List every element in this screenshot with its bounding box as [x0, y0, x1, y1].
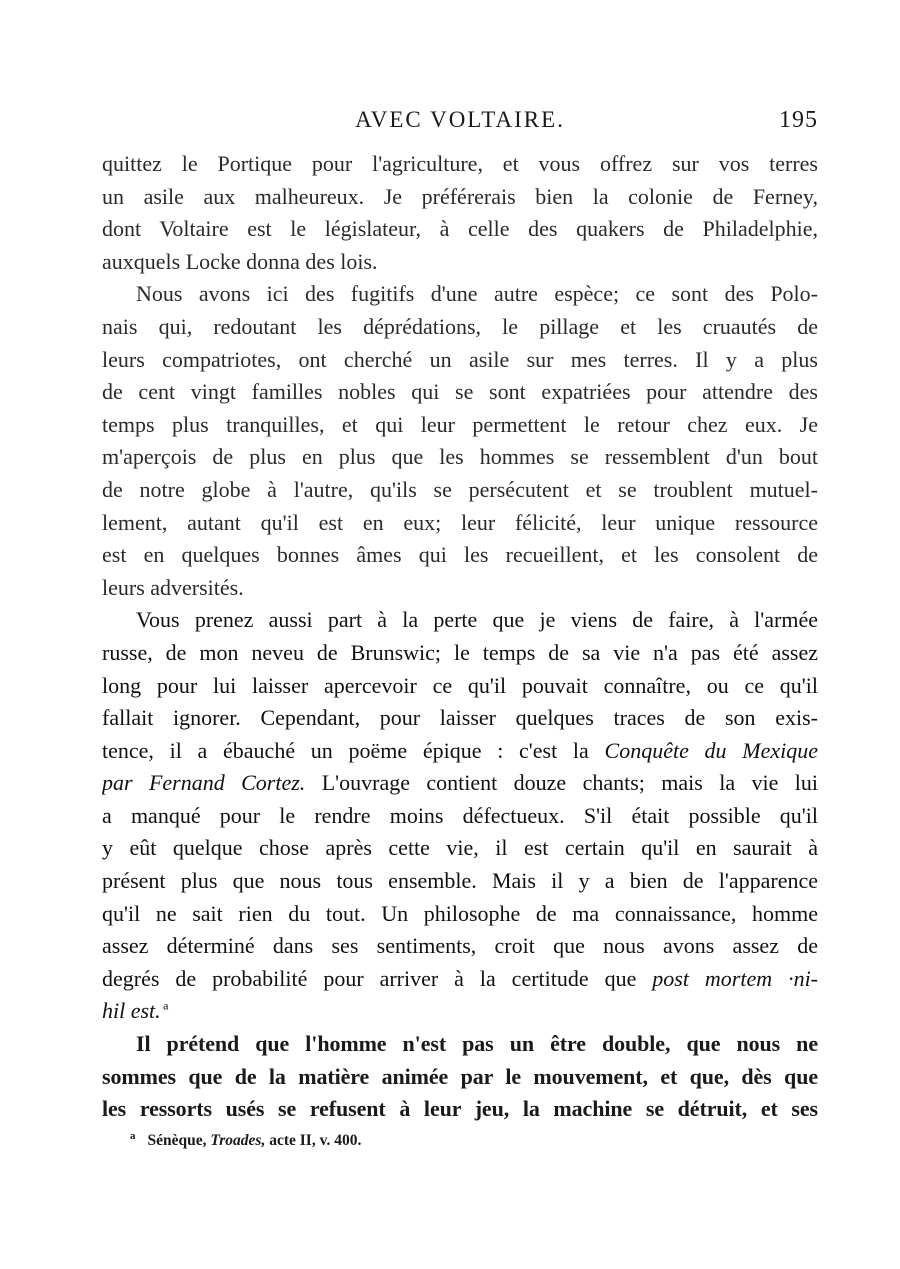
text-line [102, 963, 818, 996]
italic-quote: hil est. [102, 998, 161, 1024]
text-line: dont Voltaire est le législateur, à celle des quakers de Philadelphie, [102, 216, 818, 242]
text-line: russe, de mon neveu de Brunswic; le temps de sa vie n'a pas été assez [102, 639, 818, 665]
italic-title: par Fernand Cortez. [102, 770, 306, 796]
text-line: a manqué pour le rendre moins défectueux. S'il était possible qu'il [102, 802, 818, 828]
text-line: fallait ignorer. Cependant, pour laisser quelques traces de son exis- [102, 705, 818, 731]
running-title: AVEC VOLTAIRE. [355, 107, 565, 132]
text-line: nais qui, redoutant les déprédations, le pillage et les cruautés de [102, 313, 818, 339]
paragraph-4 [102, 1028, 818, 1126]
italic-quote: post mortem ·ni- [652, 965, 818, 991]
text-line: de cent vingt familles nobles qui se sont expatriées pour attendre des [102, 379, 818, 405]
text-run: tence, il a ébauché un poëme épique : c'est la [102, 737, 605, 763]
footnote-reference[interactable] [161, 999, 169, 1013]
text-line: sommes que de la matière animée par le mouvement, et que, dès que [102, 1063, 818, 1089]
footnote-mark: a [130, 1130, 136, 1142]
text-line: assez déterminé dans ses sentiments, croit que nous avons assez de [102, 933, 818, 959]
footnote-text: acte II, v. 400. [265, 1132, 362, 1150]
text-line: Il prétend que l'homme n'est pas un être double, que nous ne [136, 1031, 818, 1057]
text-line: les ressorts usés se refusent à leur jeu, la machine se détruit, et ses [102, 1096, 818, 1122]
text-line: Vous prenez aussi part à la perte que je viens de faire, à l'armée [136, 607, 818, 633]
text-line: quittez le Portique pour l'agriculture, et vous offrez sur vos terres [102, 151, 818, 176]
body-text [102, 148, 818, 1126]
running-head [100, 104, 820, 136]
footnote-reference-mark: a [163, 999, 169, 1014]
text-line: de notre globe à l'autre, qu'ils se persécutent et se troublent mutuel- [102, 476, 818, 502]
text-line: y eût quelque chose après cette vie, il est certain qu'il en saurait à [102, 835, 818, 861]
italic-title: Conquête du Mexique [604, 737, 818, 763]
text-line: leurs adversités. [102, 574, 244, 600]
text-line: auxquels Locke donna des lois. [102, 248, 378, 274]
text-line: lement, autant qu'il est en eux; leur félicité, leur unique ressource [102, 509, 818, 535]
text-line: Nous avons ici des fugitifs d'une autre espèce; ce sont des Polo- [136, 281, 818, 307]
text-run: L'ouvrage contient douze chants; mais la vie lui [305, 770, 818, 796]
text-line: qu'il ne sait rien du tout. Un philosophe de ma connaissance, homme [102, 900, 818, 926]
text-line: leurs compatriotes, ont cherché un asile sur mes terres. Il y a plus [102, 346, 818, 372]
footnote-work-title: Troades, [210, 1132, 266, 1150]
text-run: degrés de probabilité pour arriver à la certitude que [102, 965, 653, 991]
text-line: long pour lui laisser apercevoir ce qu'il pouvait connaître, ou ce qu'il [102, 672, 818, 698]
text-line: est en quelques bonnes âmes qui les recueillent, et les consolent de [102, 542, 818, 568]
paragraph-2 [102, 278, 818, 604]
paragraph-3 [102, 604, 818, 1028]
page-number: 195 [779, 107, 818, 133]
text-line: m'aperçois de plus en plus que les hommes se ressemblent d'un bout [102, 444, 818, 470]
text-line [102, 767, 818, 800]
text-line [102, 995, 818, 1028]
paragraph-1 [102, 148, 818, 278]
text-line: présent plus que nous tous ensemble. Mais il y a bien de l'apparence [102, 868, 818, 894]
text-line: un asile aux malheureux. Je préférerais bien la colonie de Ferney, [102, 183, 818, 209]
footnote-text: Sénèque, [147, 1132, 211, 1150]
text-line [102, 735, 818, 768]
footnote [130, 1124, 730, 1153]
text-line: temps plus tranquilles, et qui leur permettent le retour chez eux. Je [102, 411, 818, 437]
